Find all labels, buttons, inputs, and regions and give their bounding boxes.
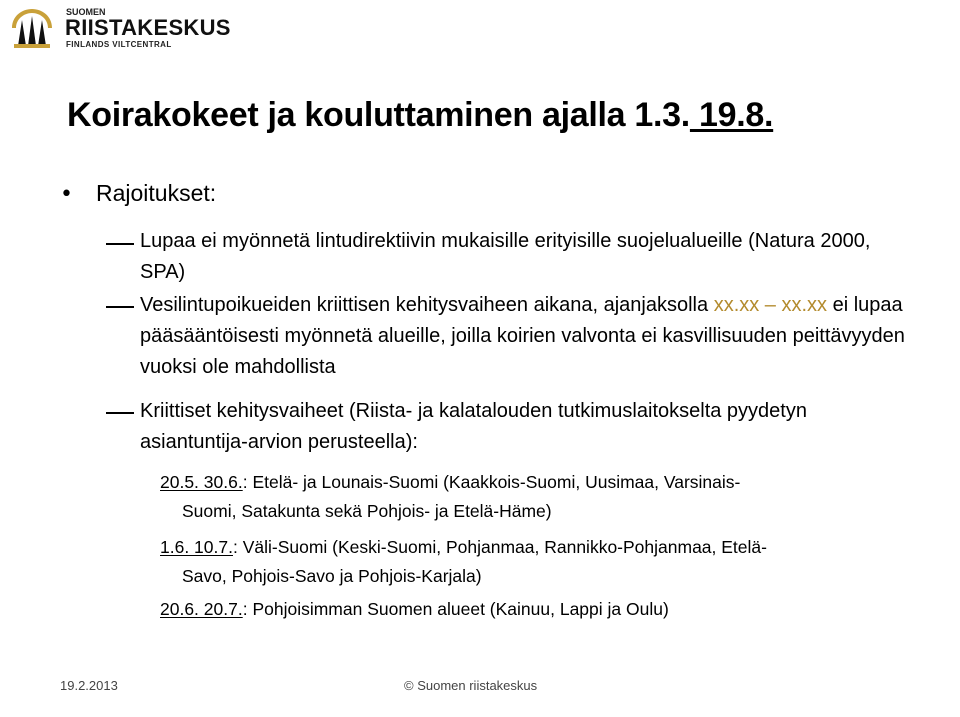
period-text-continued: Savo, Pohjois-Savo ja Pohjois-Karjala) [182,566,482,586]
riistakeskus-logo-icon [8,6,56,50]
period-item [160,533,930,591]
title-prefix: Koirakokeet ja kouluttaminen ajalla 1.3. [67,96,690,134]
period-dates: 20.6. 20.7. [160,599,243,619]
title-date-end: 19.8. [689,96,774,134]
period-dates: 20.5. 30.6. [160,472,243,492]
bullet-dot: • [60,182,73,207]
date-separator: – [759,294,782,316]
period-item [160,468,930,526]
dash-marker [106,412,134,414]
period-item [160,595,930,624]
list-item: Kriittiset kehitysvaiheet (Riista- ja kalatalouden tutkimuslaitokselta pyydetyn asiantuntija-arvion perusteella): [140,400,807,453]
dash-marker [106,306,134,308]
logo [8,6,248,50]
footer-copyright: © Suomen riistakeskus [404,678,538,693]
logo-suomen: SUOMEN [66,7,106,17]
period-text-continued: Suomi, Satakunta sekä Pohjois- ja Etelä-Häme) [182,501,552,521]
dash-marker [106,243,134,245]
period-text: : Väli-Suomi (Keski-Suomi, Pohjanmaa, Rannikko-Pohjanmaa, Etelä- [232,537,767,557]
logo-subtitle: FINLANDS VILTCENTRAL [66,40,172,49]
period-text: : Pohjoisimman Suomen alueet (Kainuu, Lappi ja Oulu) [242,599,669,619]
bullet-heading: Rajoitukset: [96,180,217,206]
list-item: Lupaa ei myönnetä lintudirektiivin mukaisille erityisille suojelualueille (Natura 2000, SPA) [140,230,871,283]
list-item-text: ei lupaa pääsääntöisesti myönnetä alueille, joilla koirien valvonta ei kasvillisuuden peittävyyden vuoksi ole mahdollista [140,294,905,378]
period-dates: 1.6. 10.7. [160,537,233,557]
logo-wordmark: RIISTAKESKUS [65,15,231,40]
period-text: : Etelä- ja Lounais-Suomi (Kaakkois-Suomi, Uusimaa, Varsinais- [242,472,741,492]
list-item [140,290,920,383]
page-title [67,96,773,135]
footer-date: 19.2.2013 [60,678,118,693]
date-placeholder: xx.xx [781,294,828,316]
list-item-text: Vesilintupoikueiden kriittisen kehitysvaiheen aikana, ajanjaksolla [140,294,714,316]
date-placeholder: xx.xx [713,294,760,316]
